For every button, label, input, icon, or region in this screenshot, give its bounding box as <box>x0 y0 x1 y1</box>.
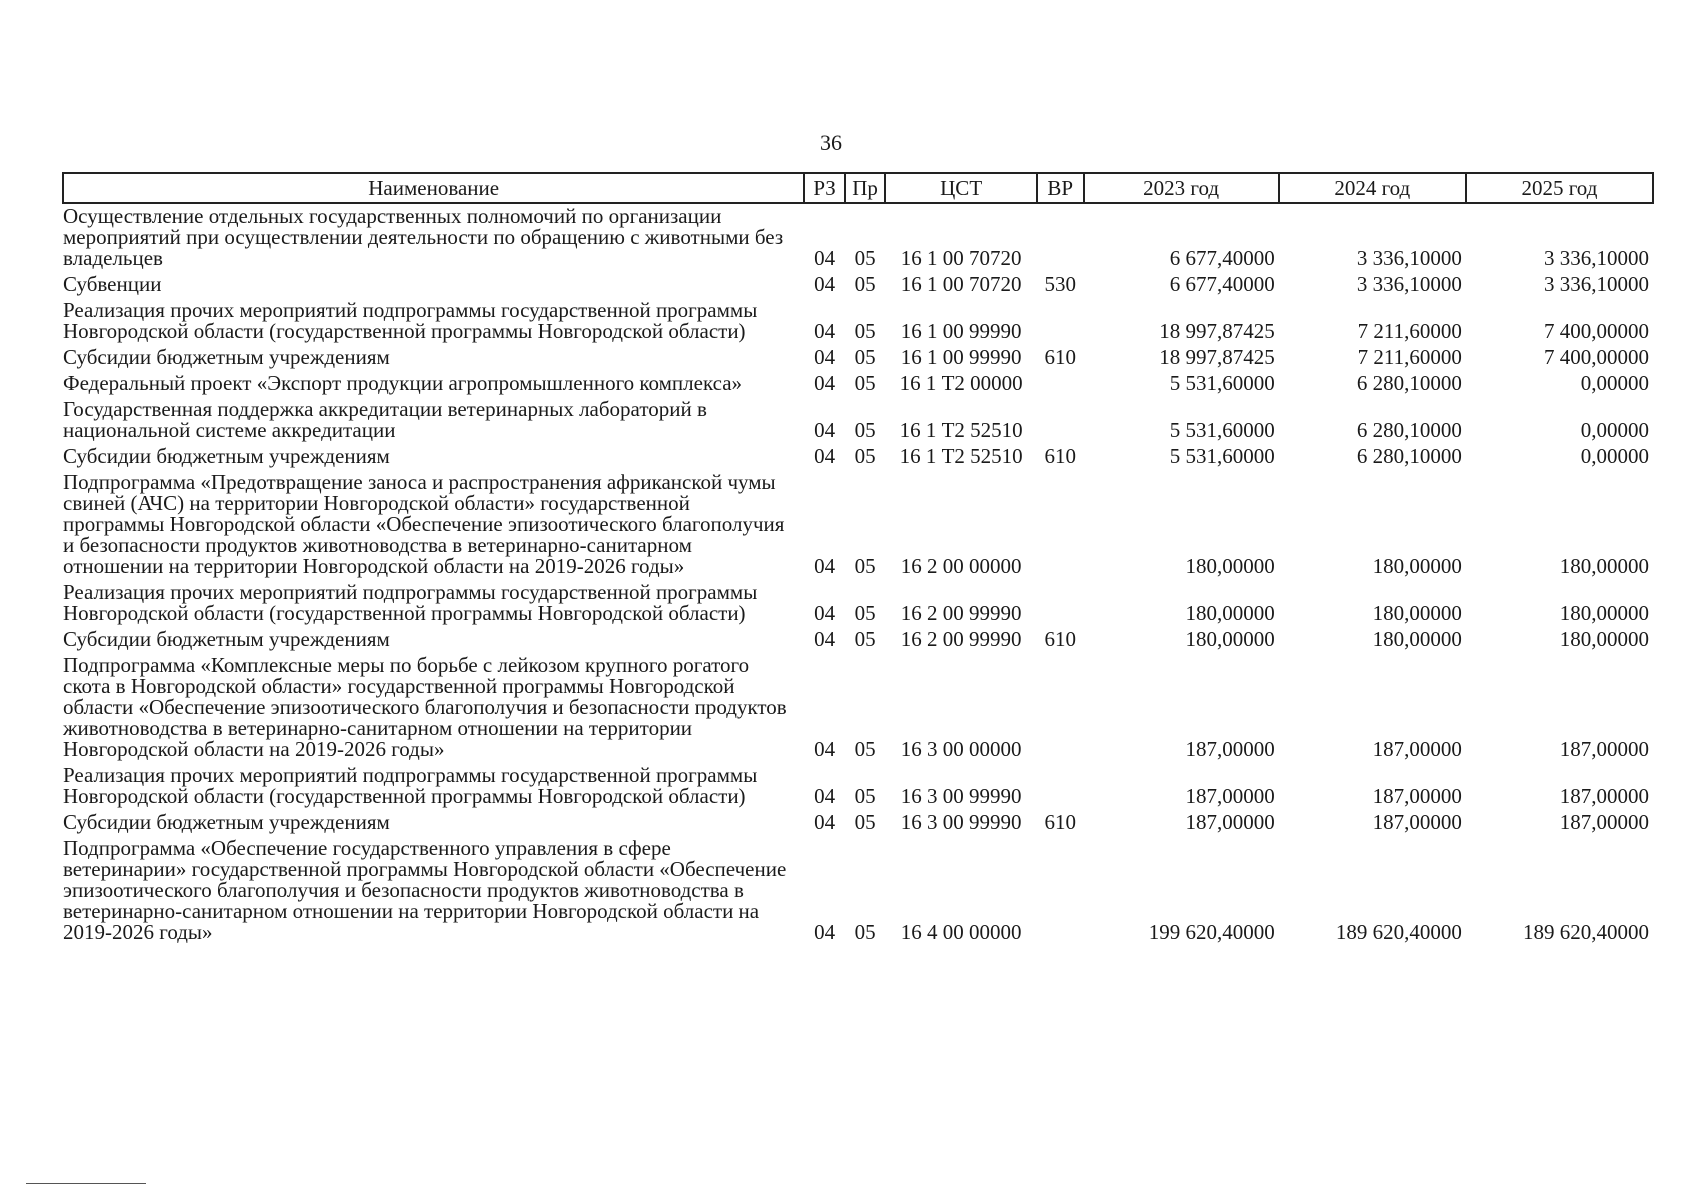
row-amount-2025: 187,00000 <box>1559 810 1649 834</box>
row-vr <box>1037 580 1084 627</box>
column-header-cst: ЦСТ <box>885 173 1037 203</box>
table-row <box>63 203 1653 272</box>
row-rz: 04 <box>814 784 836 808</box>
table-body <box>63 203 1653 946</box>
row-cst: 16 1 Т2 52510 <box>899 418 1023 442</box>
row-amount-2025: 7 400,00000 <box>1544 345 1649 369</box>
row-name: Реализация прочих мероприятий подпрограммы государственной программы Новгородской области (государственной программы Новгородской области) <box>63 298 758 343</box>
row-amount-2024: 3 336,10000 <box>1356 272 1462 296</box>
row-amount-2024: 7 211,60000 <box>1357 345 1462 369</box>
table-row <box>63 444 1653 470</box>
budget-table <box>62 172 1654 946</box>
column-header-pr: Пр <box>845 173 885 203</box>
row-amount-2025: 0,00000 <box>1580 418 1649 442</box>
table-row <box>63 371 1653 397</box>
row-amount-2023: 180,00000 <box>1185 554 1275 578</box>
row-vr <box>1037 397 1084 444</box>
table-row <box>63 810 1653 836</box>
row-amount-2023: 6 677,40000 <box>1169 246 1275 270</box>
row-pr: 05 <box>854 345 876 369</box>
row-name: Подпрограмма «Комплексные меры по борьбе с лейкозом крупного рогатого скота в Новгородской области» государственной программы Новгородской области «Обеспечение эпизоотического благополучия и безопасности продуктов животноводства в ветеринарно-санитарном отношении на территории Новгородской области на 2019-2026 годы» <box>63 653 787 761</box>
row-amount-2025: 187,00000 <box>1559 784 1649 808</box>
row-vr <box>1037 203 1084 272</box>
row-amount-2025: 187,00000 <box>1559 737 1649 761</box>
table-header-row <box>63 173 1653 203</box>
row-rz: 04 <box>814 627 836 651</box>
table-row <box>63 345 1653 371</box>
table-row <box>63 272 1653 298</box>
row-name: Реализация прочих мероприятий подпрограммы государственной программы Новгородской области (государственной программы Новгородской области) <box>63 763 758 808</box>
table-row <box>63 653 1653 763</box>
row-pr: 05 <box>854 737 876 761</box>
row-amount-2025: 3 336,10000 <box>1544 246 1649 270</box>
row-vr <box>1037 763 1084 810</box>
footer-rule <box>26 1183 146 1184</box>
row-amount-2024: 189 620,40000 <box>1335 920 1462 944</box>
row-cst: 16 3 00 99990 <box>900 810 1022 834</box>
row-rz: 04 <box>814 601 836 625</box>
row-rz: 04 <box>814 371 836 395</box>
row-name: Субсидии бюджетным учреждениям <box>63 627 390 651</box>
row-name: Подпрограмма «Предотвращение заноса и распространения африканской чумы свиней (АЧС) на территории Новгородской области» государственной программы Новгородской области «Обеспечение эпизоотического благополучия и безопасности продуктов животноводства в ветеринарно-санитарном отношении на территории Новгородской области на 2019-2026 годы» <box>63 470 785 578</box>
row-pr: 05 <box>854 784 876 808</box>
row-amount-2023: 187,00000 <box>1185 737 1275 761</box>
row-amount-2025: 180,00000 <box>1559 601 1649 625</box>
row-vr: 530 <box>1044 272 1076 296</box>
row-rz: 04 <box>814 345 836 369</box>
row-amount-2024: 6 280,10000 <box>1356 418 1462 442</box>
row-pr: 05 <box>854 371 876 395</box>
row-cst: 16 1 00 70720 <box>900 272 1022 296</box>
row-amount-2024: 7 211,60000 <box>1357 319 1462 343</box>
row-rz: 04 <box>814 920 836 944</box>
table-row <box>63 836 1653 946</box>
row-pr: 05 <box>854 601 876 625</box>
row-amount-2024: 187,00000 <box>1372 810 1462 834</box>
row-amount-2024: 6 280,10000 <box>1356 444 1462 468</box>
row-vr: 610 <box>1044 444 1076 468</box>
row-vr <box>1037 836 1084 946</box>
row-name: Подпрограмма «Обеспечение государственного управления в сфере ветеринарии» государственной программы Новгородской области «Обеспечение эпизоотического благополучия и безопасности продуктов животноводства в ветеринарно-санитарном отношении на территории Новгородской области на 2019-2026 годы» <box>63 836 787 944</box>
row-amount-2023: 180,00000 <box>1185 601 1275 625</box>
row-vr <box>1037 653 1084 763</box>
row-pr: 05 <box>854 246 876 270</box>
row-amount-2025: 7 400,00000 <box>1544 319 1649 343</box>
row-name: Субвенции <box>63 272 162 296</box>
row-cst: 16 3 00 00000 <box>900 737 1022 761</box>
row-cst: 16 1 00 99990 <box>900 345 1022 369</box>
row-name: Осуществление отдельных государственных полномочий по организации мероприятий при осуществлении деятельности по обращению с животными без владельцев <box>63 204 784 270</box>
row-amount-2023: 5 531,60000 <box>1169 371 1275 395</box>
row-pr: 05 <box>854 920 876 944</box>
row-vr <box>1037 298 1084 345</box>
column-header-2023: 2023 год <box>1084 173 1279 203</box>
row-rz: 04 <box>814 444 836 468</box>
table-row <box>63 298 1653 345</box>
row-cst: 16 2 00 00000 <box>900 554 1022 578</box>
row-amount-2025: 180,00000 <box>1559 627 1649 651</box>
table-row <box>63 470 1653 580</box>
row-amount-2024: 3 336,10000 <box>1356 246 1462 270</box>
row-amount-2023: 5 531,60000 <box>1169 444 1275 468</box>
row-amount-2024: 187,00000 <box>1372 737 1462 761</box>
row-amount-2024: 6 280,10000 <box>1356 371 1462 395</box>
row-name: Субсидии бюджетным учреждениям <box>63 810 390 834</box>
row-rz: 04 <box>814 319 836 343</box>
row-amount-2024: 180,00000 <box>1372 601 1462 625</box>
row-amount-2024: 180,00000 <box>1372 627 1462 651</box>
row-pr: 05 <box>854 810 876 834</box>
row-pr: 05 <box>854 627 876 651</box>
table-row <box>63 397 1653 444</box>
row-cst: 16 2 00 99990 <box>900 627 1022 651</box>
row-amount-2023: 187,00000 <box>1185 784 1275 808</box>
row-name: Государственная поддержка аккредитации ветеринарных лабораторий в национальной системе аккредитации <box>63 397 707 442</box>
row-amount-2023: 187,00000 <box>1185 810 1275 834</box>
table-row <box>63 627 1653 653</box>
column-header-name: Наименование <box>63 173 804 203</box>
row-rz: 04 <box>814 554 836 578</box>
row-rz: 04 <box>814 418 836 442</box>
table-row <box>63 580 1653 627</box>
row-pr: 05 <box>854 554 876 578</box>
row-amount-2023: 5 531,60000 <box>1169 418 1275 442</box>
row-vr: 610 <box>1044 345 1076 369</box>
row-pr: 05 <box>854 418 876 442</box>
row-name: Субсидии бюджетным учреждениям <box>63 345 390 369</box>
row-pr: 05 <box>854 444 876 468</box>
row-rz: 04 <box>814 737 836 761</box>
row-rz: 04 <box>814 810 836 834</box>
row-name: Федеральный проект «Экспорт продукции агропромышленного комплекса» <box>63 371 743 395</box>
row-amount-2023: 6 677,40000 <box>1169 272 1275 296</box>
column-header-rz: РЗ <box>804 173 844 203</box>
column-header-vr: ВР <box>1037 173 1084 203</box>
row-cst: 16 1 00 70720 <box>900 246 1022 270</box>
row-cst: 16 1 Т2 00000 <box>899 371 1023 395</box>
row-cst: 16 2 00 99990 <box>900 601 1022 625</box>
row-amount-2025: 180,00000 <box>1559 554 1649 578</box>
row-vr: 610 <box>1044 810 1076 834</box>
row-cst: 16 4 00 00000 <box>900 920 1022 944</box>
row-cst: 16 3 00 99990 <box>900 784 1022 808</box>
row-amount-2025: 3 336,10000 <box>1544 272 1649 296</box>
table-row <box>63 763 1653 810</box>
row-amount-2024: 187,00000 <box>1372 784 1462 808</box>
row-amount-2024: 180,00000 <box>1372 554 1462 578</box>
column-header-2025: 2025 год <box>1466 173 1653 203</box>
row-name: Реализация прочих мероприятий подпрограммы государственной программы Новгородской области (государственной программы Новгородской области) <box>63 580 758 625</box>
row-amount-2025: 189 620,40000 <box>1523 920 1649 944</box>
row-amount-2023: 199 620,40000 <box>1148 920 1275 944</box>
page-number: 36 <box>820 130 842 155</box>
row-vr <box>1037 470 1084 580</box>
row-vr <box>1037 371 1084 397</box>
row-amount-2025: 0,00000 <box>1580 444 1649 468</box>
row-pr: 05 <box>854 272 876 296</box>
row-amount-2023: 18 997,87425 <box>1159 319 1275 343</box>
row-vr: 610 <box>1044 627 1076 651</box>
row-cst: 16 1 00 99990 <box>900 319 1022 343</box>
row-rz: 04 <box>814 272 836 296</box>
row-pr: 05 <box>854 319 876 343</box>
row-amount-2025: 0,00000 <box>1580 371 1649 395</box>
row-cst: 16 1 Т2 52510 <box>899 444 1023 468</box>
row-amount-2023: 180,00000 <box>1185 627 1275 651</box>
row-name: Субсидии бюджетным учреждениям <box>63 444 390 468</box>
row-rz: 04 <box>814 246 836 270</box>
row-amount-2023: 18 997,87425 <box>1159 345 1275 369</box>
column-header-2024: 2024 год <box>1279 173 1466 203</box>
